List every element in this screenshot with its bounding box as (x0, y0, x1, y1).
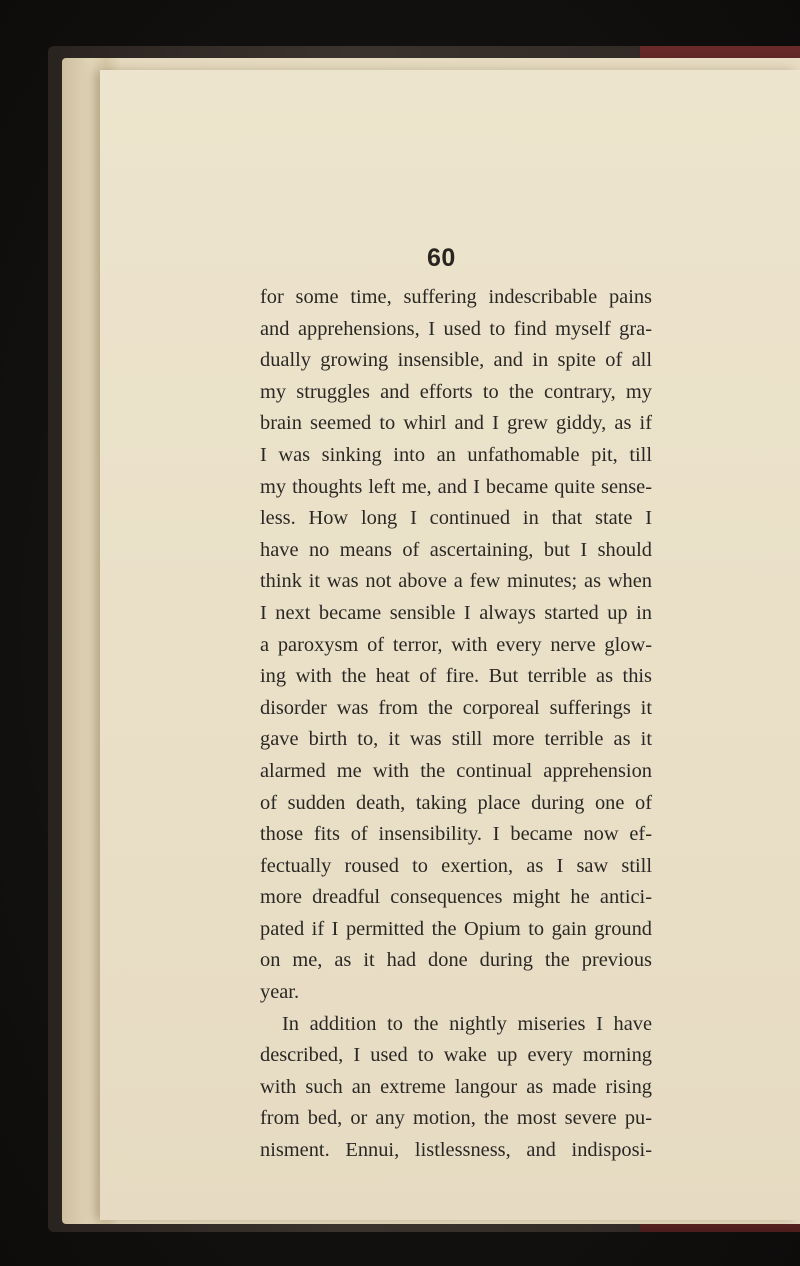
text-line: disorder was from the corporeal sufferings it (260, 696, 652, 719)
text-line: dually growing insensible, and in spite of all (260, 349, 652, 372)
text-line: described, I used to wake up every morning (260, 1044, 652, 1067)
text-line: gave birth to, it was still more terrible as it (260, 728, 652, 751)
text-line: have no means of ascertaining, but I should (260, 538, 652, 561)
text-line: pated if I permitted the Opium to gain ground (260, 917, 652, 940)
text-line: for some time, suffering indescribable pains (260, 286, 652, 308)
text-line: alarmed me with the continual apprehension (260, 759, 652, 782)
text-line: ing with the heat of fire. But terrible as this (260, 665, 652, 688)
text-line: and apprehensions, I used to find myself gra- (260, 317, 652, 340)
text-line: those fits of insensibility. I became now ef- (260, 823, 652, 846)
text-line: my thoughts left me, and I became quite sense- (260, 475, 652, 498)
text-line: year. (260, 981, 300, 1004)
text-line: I next became sensible I always started up in (260, 601, 652, 624)
body-text (260, 282, 652, 1167)
text-line: with such an extreme langour as made rising (260, 1075, 652, 1098)
text-line: more dreadful consequences might he antici- (260, 886, 652, 909)
text-line: from bed, or any motion, the most severe pu- (260, 1107, 652, 1130)
text-line: less. How long I continued in that state I (260, 507, 652, 530)
text-line: In addition to the nightly miseries I have (282, 1012, 652, 1035)
text-line: brain seemed to whirl and I grew giddy, as if (260, 412, 652, 435)
text-line: nisment. Ennui, listlessness, and indisposi- (260, 1139, 652, 1162)
text-line: I was sinking into an unfathomable pit, till (260, 443, 652, 466)
text-line: fectually roused to exertion, as I saw still (260, 854, 652, 877)
text-line: a paroxysm of terror, with every nerve glow- (260, 633, 652, 656)
text-line: on me, as it had done during the previous (260, 949, 652, 972)
text-line: think it was not above a few minutes; as when (260, 570, 652, 593)
page-number: 60 (427, 244, 456, 272)
text-line: my struggles and efforts to the contrary, my (260, 380, 652, 403)
text-line: of sudden death, taking place during one of (260, 791, 652, 814)
